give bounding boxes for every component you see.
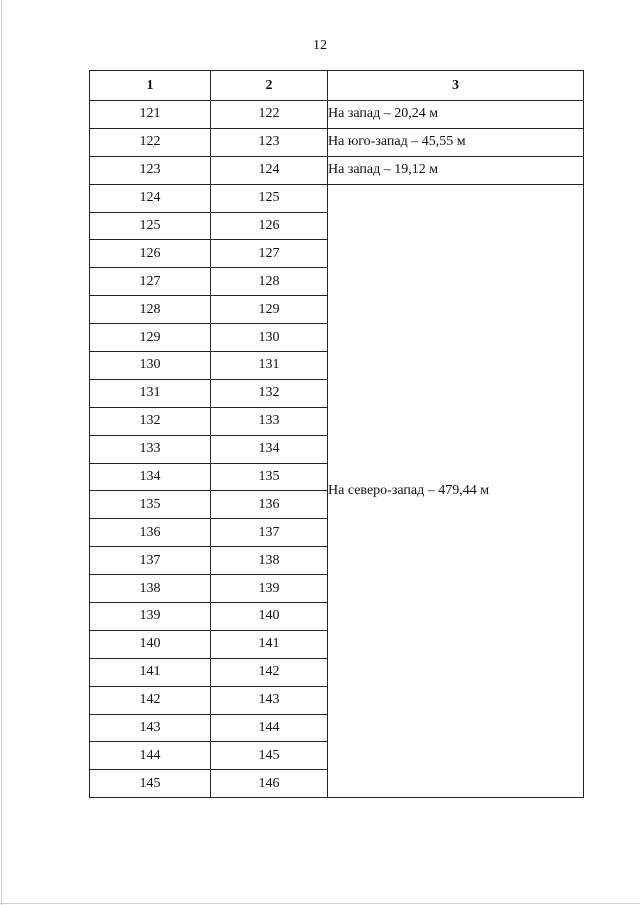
point-to-cell: 136 <box>211 491 328 519</box>
point-to-cell: 128 <box>211 268 328 296</box>
point-to-cell: 145 <box>211 742 328 770</box>
direction-cell: На запад – 19,12 м <box>328 156 584 184</box>
point-from-cell: 122 <box>90 128 211 156</box>
point-to-cell: 133 <box>211 407 328 435</box>
point-to-cell: 131 <box>211 352 328 380</box>
point-from-cell: 140 <box>90 630 211 658</box>
direction-cell: На запад – 20,24 м <box>328 101 584 129</box>
point-from-cell: 130 <box>90 352 211 380</box>
point-from-cell: 136 <box>90 519 211 547</box>
point-from-cell: 124 <box>90 184 211 212</box>
point-from-cell: 128 <box>90 296 211 324</box>
scan-edge-bottom <box>0 903 640 904</box>
table-header-row <box>90 71 584 101</box>
point-from-cell: 132 <box>90 407 211 435</box>
table-row <box>90 128 584 156</box>
point-from-cell: 133 <box>90 435 211 463</box>
table-row <box>90 156 584 184</box>
point-to-cell: 125 <box>211 184 328 212</box>
point-from-cell: 144 <box>90 742 211 770</box>
point-to-cell: 144 <box>211 714 328 742</box>
point-from-cell: 143 <box>90 714 211 742</box>
point-from-cell: 121 <box>90 101 211 129</box>
point-to-cell: 135 <box>211 463 328 491</box>
direction-cell: На юго-запад – 45,55 м <box>328 128 584 156</box>
point-to-cell: 132 <box>211 379 328 407</box>
point-from-cell: 141 <box>90 658 211 686</box>
point-to-cell: 137 <box>211 519 328 547</box>
point-from-cell: 129 <box>90 324 211 352</box>
page-number: 12 <box>313 38 327 53</box>
point-from-cell: 135 <box>90 491 211 519</box>
point-to-cell: 130 <box>211 324 328 352</box>
column-header-3: 3 <box>328 71 584 101</box>
point-to-cell: 143 <box>211 686 328 714</box>
point-to-cell: 122 <box>211 101 328 129</box>
point-to-cell: 124 <box>211 156 328 184</box>
coordinates-table <box>89 70 584 798</box>
table-row <box>90 101 584 129</box>
point-from-cell: 127 <box>90 268 211 296</box>
point-to-cell: 140 <box>211 603 328 631</box>
column-header-2: 2 <box>211 71 328 101</box>
point-to-cell: 142 <box>211 658 328 686</box>
point-from-cell: 138 <box>90 575 211 603</box>
point-from-cell: 126 <box>90 240 211 268</box>
table-body <box>90 101 584 798</box>
point-to-cell: 134 <box>211 435 328 463</box>
point-from-cell: 137 <box>90 547 211 575</box>
point-to-cell: 141 <box>211 630 328 658</box>
point-from-cell: 145 <box>90 770 211 798</box>
merged-direction-cell: На северо-запад – 479,44 м <box>328 184 584 798</box>
scan-edge-left <box>1 0 2 905</box>
point-to-cell: 138 <box>211 547 328 575</box>
point-to-cell: 127 <box>211 240 328 268</box>
point-from-cell: 134 <box>90 463 211 491</box>
point-to-cell: 123 <box>211 128 328 156</box>
point-from-cell: 131 <box>90 379 211 407</box>
point-from-cell: 123 <box>90 156 211 184</box>
column-header-1: 1 <box>90 71 211 101</box>
point-from-cell: 142 <box>90 686 211 714</box>
point-to-cell: 126 <box>211 212 328 240</box>
point-to-cell: 129 <box>211 296 328 324</box>
point-to-cell: 139 <box>211 575 328 603</box>
point-to-cell: 146 <box>211 770 328 798</box>
table-row <box>90 184 584 212</box>
point-from-cell: 139 <box>90 603 211 631</box>
point-from-cell: 125 <box>90 212 211 240</box>
